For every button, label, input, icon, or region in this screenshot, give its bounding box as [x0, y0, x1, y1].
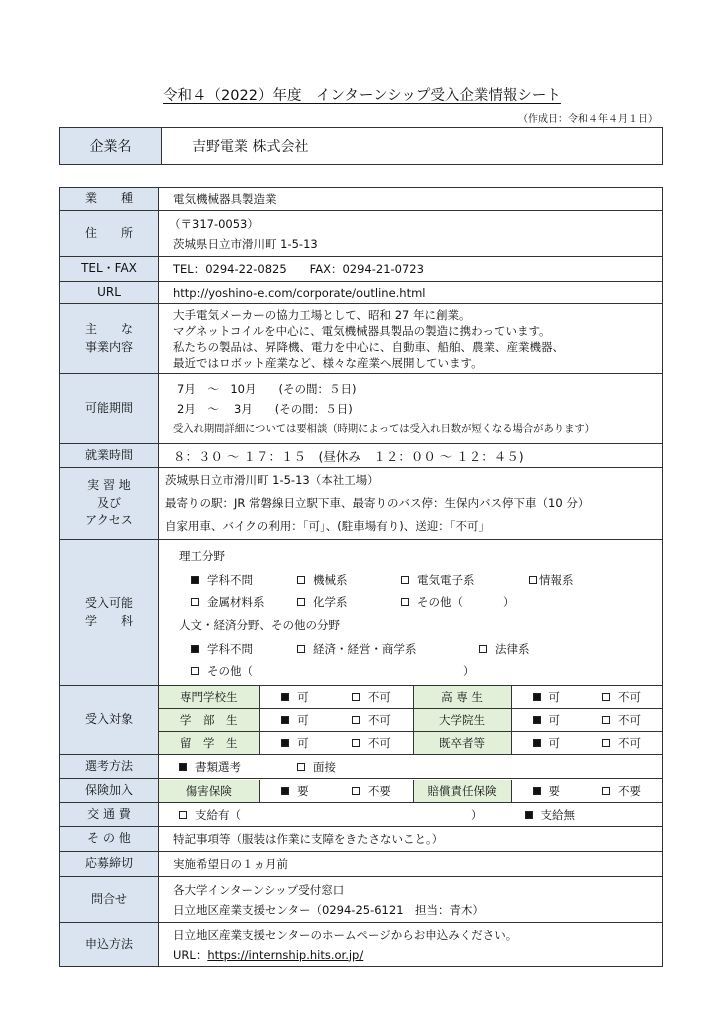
checkbox-metal[interactable]	[191, 598, 199, 606]
checkbox-sci-any[interactable]	[191, 576, 199, 584]
target-foreign: 留 学 生	[159, 732, 259, 755]
yes-label: 可	[297, 690, 309, 704]
page-title: 令和４（2022）年度 インターンシップ受入企業情報シート	[163, 88, 561, 104]
faculty-sci-heading: 理工分野	[179, 548, 225, 563]
period-1-range: 7月 ～ 10月	[177, 381, 257, 396]
yes-label: 可	[548, 690, 560, 704]
access-label-1: 実 習 地	[87, 478, 131, 493]
yes-label: 可	[297, 713, 309, 727]
row-faculty	[60, 540, 663, 686]
row-other	[60, 827, 663, 852]
access-line: 茨城県日立市滑川町 1-5-13（本社工場）	[165, 473, 379, 487]
row-apply	[60, 923, 663, 967]
economics-label: 経済・経営・商学系	[313, 641, 417, 656]
checkbox-foreign-no[interactable]	[352, 739, 360, 747]
business-line: 私たちの製品は、昇降機、電力を中心に、自動車、船舶、農業、産業機器、	[173, 339, 564, 354]
checkbox-injury-required[interactable]	[281, 787, 289, 795]
target-label: 受入対象	[60, 686, 159, 755]
target-table	[159, 686, 662, 754]
faculty-hum-heading: 人文・経済分野、その他の分野	[179, 617, 340, 632]
selection-label: 選考方法	[60, 755, 159, 779]
other-value: 特記事項等（服装は作業に支障をきたさないこと。）	[159, 827, 663, 852]
transport-paid-close: ）	[471, 807, 483, 822]
checkbox-alumni-yes[interactable]	[533, 739, 541, 747]
injury-insurance: 傷害保険	[159, 780, 259, 802]
row-period	[60, 374, 663, 444]
checkbox-mechanical[interactable]	[297, 576, 305, 584]
electrical-label: 電気電子系	[417, 572, 475, 587]
sci-other-label: その他（	[417, 594, 463, 609]
no-label: 不可	[618, 713, 641, 727]
row-transport	[60, 803, 663, 827]
checkbox-graduate-yes[interactable]	[533, 716, 541, 724]
checkbox-injury-not-required[interactable]	[352, 787, 360, 795]
checkbox-undergrad-yes[interactable]	[281, 716, 289, 724]
contact-line-2: 日立地区産業支援センター（0294-25-6121 担当：青木）	[173, 902, 485, 917]
checkbox-graduate-no[interactable]	[602, 716, 610, 724]
apply-url-prefix: URL：	[173, 947, 208, 962]
checkbox-info[interactable]	[529, 576, 537, 584]
business-label-2: 事業内容	[84, 339, 133, 354]
apply-line-1: 日立地区産業支援センターのホームページからお申込みください。	[173, 927, 518, 942]
hum-any-label: 学科不問	[207, 641, 253, 656]
target-graduate: 大学院生	[413, 709, 511, 732]
checkbox-economics[interactable]	[297, 645, 305, 653]
law-label: 法律系	[495, 641, 530, 656]
checkbox-law[interactable]	[479, 645, 487, 653]
checkbox-undergrad-no[interactable]	[352, 716, 360, 724]
checkbox-documents[interactable]	[179, 763, 187, 771]
url-value: http://yoshino-e.com/corporate/outline.html	[159, 282, 663, 304]
checkbox-kosen-no[interactable]	[602, 693, 610, 701]
required-label: 要	[297, 783, 309, 798]
company-label: 企業名	[60, 128, 162, 164]
transport-paid-label: 支給有（	[195, 807, 241, 822]
transport-label: 交 通 費	[60, 803, 159, 827]
contact-label: 問合せ	[60, 877, 159, 923]
address-value: 茨城県日立市滑川町 1-5-13	[173, 236, 318, 251]
period-2-range: 2月 ～ 3月	[177, 401, 253, 416]
checkbox-hum-any[interactable]	[191, 645, 199, 653]
checkbox-chemistry[interactable]	[297, 598, 305, 606]
row-access	[60, 468, 663, 540]
hours-label: 就業時間	[60, 444, 159, 468]
checkbox-electrical[interactable]	[401, 576, 409, 584]
info-table	[59, 187, 663, 967]
other-label: そ の 他	[60, 827, 159, 852]
tel-label: TEL・FAX	[60, 257, 159, 282]
apply-label: 申込方法	[60, 923, 159, 967]
url-label: URL	[60, 282, 159, 304]
period-1-days: (その間：５日)	[278, 381, 357, 396]
info-label: 情報系	[539, 572, 574, 587]
insurance-label: 保険加入	[60, 779, 159, 803]
company-name: 吉野電業 株式会社	[192, 139, 309, 155]
no-label: 不可	[367, 713, 391, 727]
checkbox-vocational-yes[interactable]	[281, 693, 289, 701]
period-2-days: (その間：５日)	[274, 401, 353, 416]
access-line: 自家用車、バイクの利用：「可」、(駐車場有り)、送迎：「不可」	[165, 519, 490, 533]
no-label: 不可	[367, 690, 391, 704]
no-label: 不可	[618, 736, 641, 750]
row-tel	[60, 257, 663, 282]
required-label: 要	[548, 783, 560, 798]
yes-label: 可	[548, 736, 560, 750]
created-date: （作成日：令和４年４月１日）	[518, 114, 658, 125]
row-target	[60, 686, 663, 755]
contact-line-1: 各大学インターンシップ受付窓口	[173, 882, 345, 897]
not-required-label: 不要	[618, 783, 641, 798]
target-undergrad: 学 部 生	[159, 709, 259, 732]
business-line: マグネットコイルを中心に、電気機械器具製品の製造に携わっています。	[173, 323, 551, 338]
address-label: 住 所	[60, 211, 159, 257]
row-contact	[60, 877, 663, 923]
faculty-label-1: 受入可能	[84, 596, 133, 611]
checkbox-hum-other[interactable]	[191, 667, 199, 675]
target-kosen: 高 専 生	[413, 686, 511, 709]
no-label: 不可	[367, 736, 391, 750]
checkbox-liability-required[interactable]	[533, 787, 541, 795]
access-line: 最寄りの駅：JR 常磐線日立駅下車、最寄りのバス停：生保内バス停下車（10 分）	[165, 496, 590, 510]
checkbox-vocational-no[interactable]	[352, 693, 360, 701]
apply-url-link[interactable]: https://internship.hits.or.jp/	[207, 947, 364, 962]
metal-label: 金属材料系	[207, 594, 265, 609]
row-industry	[60, 188, 663, 211]
row-insurance	[60, 779, 663, 803]
industry-value: 電気機械器具製造業	[159, 188, 663, 211]
transport-none-label: 支給無	[540, 807, 575, 822]
business-label-1: 主 な	[84, 322, 133, 337]
yes-label: 可	[548, 713, 560, 727]
row-selection	[60, 755, 663, 779]
no-label: 不可	[618, 690, 641, 704]
deadline-label: 応募締切	[60, 852, 159, 877]
access-label-2: 及び	[96, 495, 121, 510]
industry-label: 業 種	[60, 188, 159, 211]
yes-label: 可	[297, 736, 309, 750]
checkbox-sci-other[interactable]	[401, 598, 409, 606]
row-business	[60, 304, 663, 374]
address-zip: （〒317-0053）	[169, 216, 259, 231]
target-vocational: 専門学校生	[159, 686, 259, 709]
hum-other-label: その他（	[207, 663, 253, 678]
checkbox-transport-none[interactable]	[525, 811, 533, 819]
row-address	[60, 211, 663, 257]
not-required-label: 不要	[367, 783, 391, 798]
faculty-label-2: 学 科	[84, 613, 133, 628]
deadline-value: 実施希望日の１ヵ月前	[159, 852, 663, 877]
checkbox-liability-not-required[interactable]	[602, 787, 610, 795]
business-line: 大手電気メーカーの協力工場として、昭和 27 年に創業。	[173, 307, 471, 322]
checkbox-transport-paid[interactable]	[179, 811, 187, 819]
interview-label: 面接	[313, 759, 336, 774]
target-alumni: 既卒者等	[413, 732, 511, 755]
hum-other-close: ）	[463, 663, 475, 678]
hours-value: ８：３０ ～ １７：１５ (昼休み １２：００ ～ １２：４５)	[159, 444, 663, 468]
sci-any-label: 学科不問	[207, 572, 253, 587]
row-deadline	[60, 852, 663, 877]
sci-other-close: ）	[503, 594, 515, 609]
documents-label: 書類選考	[195, 759, 241, 774]
liability-insurance: 賠償責任保険	[413, 780, 511, 802]
checkbox-interview[interactable]	[297, 763, 305, 771]
mechanical-label: 機械系	[313, 572, 348, 587]
row-hours	[60, 444, 663, 468]
period-note: 受入れ期間詳細については要相談（時期によっては受入れ日数が短くなる場合があります）	[173, 422, 595, 435]
chemistry-label: 化学系	[313, 594, 348, 609]
checkbox-kosen-yes[interactable]	[533, 693, 541, 701]
row-url	[60, 282, 663, 304]
checkbox-alumni-no[interactable]	[602, 739, 610, 747]
business-line: 最近ではロボット産業など、様々な産業へ展開しています。	[173, 355, 483, 370]
company-box	[59, 127, 663, 165]
access-label-3: アクセス	[85, 513, 133, 528]
tel-value: TEL：0294-22-0825 FAX：0294-21-0723	[159, 257, 663, 282]
checkbox-foreign-yes[interactable]	[281, 739, 289, 747]
period-label: 可能期間	[60, 374, 159, 444]
